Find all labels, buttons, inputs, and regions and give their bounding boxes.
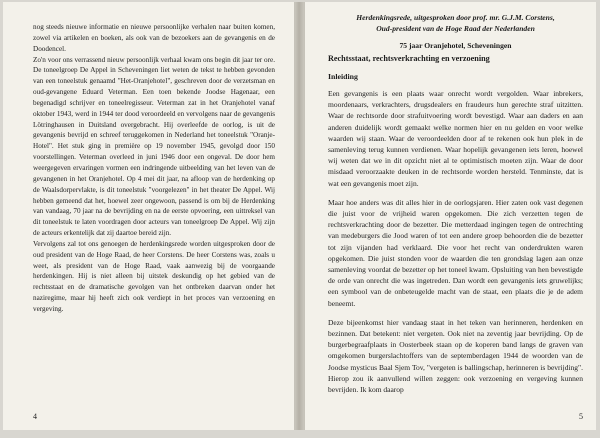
page-number-right: 5	[579, 412, 583, 421]
page-number-left: 4	[33, 412, 37, 421]
left-paragraph-2: Zo'n voor ons verrassend nieuw persoonlijk verhaal kwam ons begin dit jaar ter ore. De toneelgroep De Appel in Scheveningen liet weten de tekst te hebben gevonden van een toneelstuk genaamd "Het-Oranjehotel", geschreven door de verzetsman en oud-gevangene Eduard Veterman. Een toen bekende Joodse Hagenaar, een begenadigd schrijver en toneelregisseur. Veterman zat in het Oranjehotel vanaf oktober 1943, werd in 1944 ter dood veroordeeld en vervolgens naar de gevangenis Lötringhausen in Duitsland overgebracht. Hij overleefde de oorlog, is uit de gevangenis bevrijd en schreef teruggekomen in Nederland het toneelstuk "Oranje-Hotel". Het stuk ging in première op 19 november 1945, gevolgd door 150 voorstellingen. Veterman overleed in juni 1946 door een ongeval. De door hem weergegeven ervaringen vormen een indringende uitbeelding van het leven van de gevangenen in het Oranjehotel. Op 4 mei dit jaar, na afloop van de herdenking op de Waalsdorpervlakte, is dit toneelstuk "voorgelezen" in het theater De Appel. Wij hebben gemeend dat het, hoewel zeer ongewoon, passend is om bij de Herdenking van vandaag, 70 jaar na de bevrijding en na de eerste opvoering, een uittreksel van dit toneelstuk te laten voordragen door acteurs van toneelgroep De Appel. Wij zijn de acteurs erkentelijk dat zij daartoe bereid zijn.	[33, 55, 275, 238]
speech-subheader: 75 jaar Oranjehotel, Scheveningen	[399, 41, 512, 50]
section-title: Rechtsstaat, rechtsverkrachting en verzoening	[328, 54, 490, 63]
intro-title: Inleiding	[328, 72, 358, 81]
right-paragraph-2: Maar hoe anders was dit alles hier in de oorlogsjaren. Hier zaten ook vast degenen die juist voor de vrijheid waren opgekomen. Die zich verzetten tegen de rechtsverkrachting door de bezetter. Die metterdaad ingingen tegen de ontrechting van medeburgers die Jood waren of tot een andere groep behoorden die de bezetter tot zijn vijanden had verklaard. Die voor het recht van onderdrukten waren opgekomen. Die juist stonden voor de waarden die ten grondslag lagen aan onze samenleving voordat de bezetter op het toneel kwam. Opsluiting van hen bevestigde de orde van onrecht die was ingetreden. Dan wordt een gevangenis iets gruwelijks; een symbool van de onbeteugelde macht van de staat, een plaats die je de adem beneemt.	[328, 197, 583, 308]
left-paragraph-3: Vervolgens zal tot ons genoegen de herdenkingsrede worden uitgesproken door de oud president van de Hoge Raad, de heer Corstens. De heer Corstens was, zoals u weet, als president van de Hoge Raad, vaak aanwezig bij de voorgaande herdenkingen. Hij is niet alleen bij uitstek deskundig op het gebied van de rechtsstaat en de dramatische gevolgen van het ontbreken daarvan onder het naziregime, maar hij heeft zich ook verdiept in het proces van verzoening en vergeving.	[33, 239, 275, 313]
right-paragraph-1: Een gevangenis is een plaats waar onrecht wordt vergolden. Waar inbrekers, moordenaars, verkrachters, drugsdealers en fraudeurs hun gerechte straf uitzitten. Waar de rechtsorde door strafuitvoering wordt bevestigd. Waar aan daders en aan anderen duidelijk wordt gemaakt welke normen hier en nu gelden en voor welke waarden wij staan. Waar de veroordeelden door af te rekenen ook hun plek in de samenleving terug kunnen verdienen. Waar hopelijk gevangenen iets leren, hoewel wij weten dat we in dit opzicht niet al te optimistisch moeten zijn. Waar de door misdaad veroorzaakte deuken in de rechtsorde worden hersteld. Tenminste, dat is wat een gevangenis moet zijn.	[328, 89, 583, 188]
speech-header-line-1: Herdenkingsrede, uitgesproken door prof. mr. G.J.M. Corstens,	[356, 13, 555, 22]
right-page	[304, 2, 596, 430]
left-paragraph-1: nog steeds nieuwe informatie en nieuwe persoonlijke verhalen naar buiten komen, zowel via artikelen en boeken, als ook van de bezoekers aan de gevangenis en de Doodencel.	[33, 23, 275, 53]
speech-header-line-2: Oud-president van de Hoge Raad der Nederlanden	[376, 24, 535, 33]
book-gutter	[295, 2, 304, 430]
right-paragraph-3: Deze bijeenkomst hier vandaag staat in het teken van herinneren, herdenken en bezinnen. Dat betekent: niet vergeten. Ook niet na zeventig jaar bevrijding. Op de burgerbegraafplaats in Oosterbeek staan op de koperen band langs de graven van omgekomen burgerslachtoffers van de septemberdagen 1944 de woorden van de Joodse mysticus Baal Sjem Tov, "vergeten is ballingschap, herinneren is bevrijding". Hierop zou ik aanvullend willen zeggen: ook verzoening en vergeving kunnen bevrijden. Ik kom daarop	[328, 317, 583, 395]
left-page	[3, 2, 295, 430]
